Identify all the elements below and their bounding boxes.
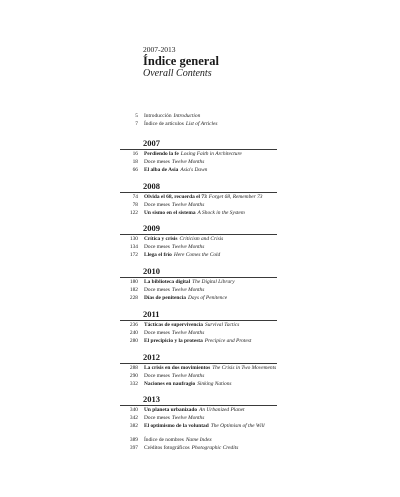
toc-entry[interactable] <box>0 201 400 209</box>
year-heading: 2007 <box>143 138 160 148</box>
entry-title <box>144 444 238 452</box>
entry-title <box>144 251 220 259</box>
entry-title-spanish: El precipicio y la protesta <box>144 338 203 344</box>
entry-title <box>144 380 232 388</box>
entry-title-english: The Crisis in Two Movements <box>212 365 277 371</box>
entry-title <box>144 321 239 329</box>
page-number: 280 <box>129 338 138 344</box>
entry-title <box>144 286 204 294</box>
entry-title-english: An Urbanized Planet <box>199 407 245 413</box>
entry-title-english: Forget 68, Remember 73 <box>208 194 263 200</box>
page-title: Índice general <box>143 54 220 68</box>
year-range: 2007-2013 <box>143 45 176 54</box>
entry-title-english: Sinking Nations <box>197 381 232 387</box>
page-header <box>143 45 219 79</box>
entry-title-spanish: Doce meses <box>144 159 170 165</box>
entry-title-spanish: Índice de nombres <box>144 437 184 443</box>
page-number: 240 <box>129 330 138 336</box>
toc-entry[interactable] <box>0 444 400 452</box>
entry-title <box>144 193 263 201</box>
toc-entry[interactable] <box>0 209 400 217</box>
toc-entry[interactable] <box>0 329 400 337</box>
year-heading: 2009 <box>143 223 160 233</box>
toc-entry[interactable] <box>0 278 400 286</box>
page-number: 397 <box>129 444 138 451</box>
page-number: 288 <box>129 365 138 371</box>
year-heading: 2008 <box>143 181 160 191</box>
page-number: 134 <box>129 244 138 250</box>
entry-title <box>144 329 204 337</box>
toc-entry[interactable] <box>0 321 400 329</box>
toc-entry[interactable] <box>0 166 400 174</box>
entry-title-spanish: Días de penitencia <box>144 295 186 301</box>
entry-title-spanish: Crítica y crisis <box>144 236 178 242</box>
entry-title-english: Twelve Months <box>171 159 205 165</box>
entry-title-spanish: El alba de Asia <box>144 167 179 173</box>
entry-title-spanish: Créditos fotográficos <box>144 444 190 451</box>
year-heading: 2012 <box>143 352 160 362</box>
entry-title-spanish: Un sismo en el sistema <box>144 210 196 216</box>
entry-title-english: Asia's Dawn <box>180 167 208 173</box>
entry-title <box>144 166 207 174</box>
entry-title-spanish: Introducción <box>144 113 172 119</box>
entry-title-english: Twelve Months <box>171 373 205 379</box>
entry-title-spanish: Olvida el 68, recuerda el 73 <box>144 194 207 200</box>
toc-entry[interactable] <box>0 364 400 372</box>
entry-title-spanish: La crisis en dos movimientos <box>144 365 211 371</box>
entry-title-english: Twelve Months <box>171 415 205 421</box>
entry-title <box>144 337 251 345</box>
entry-title <box>144 422 265 430</box>
page-number: 122 <box>129 210 138 216</box>
toc-entry[interactable] <box>0 150 400 158</box>
entry-title-spanish: La biblioteca digital <box>144 279 191 285</box>
toc-entry[interactable] <box>0 251 400 259</box>
toc-entry[interactable] <box>0 294 400 302</box>
entry-title-spanish: El optimismo de la voluntad <box>144 423 209 429</box>
entry-title <box>144 201 204 209</box>
entry-title <box>144 406 245 414</box>
toc-entry[interactable] <box>0 243 400 251</box>
toc-entry[interactable] <box>0 422 400 430</box>
entry-title-english: The Optimism of the Will <box>210 423 265 429</box>
entry-title-english: Name Index <box>185 437 212 443</box>
entry-title-spanish: Llega el frío <box>144 252 172 258</box>
entry-title-english: Here Comes the Cold <box>173 252 221 258</box>
entry-title <box>144 364 276 372</box>
entry-title-spanish: Doce meses <box>144 202 170 208</box>
toc-entry[interactable] <box>0 380 400 388</box>
entry-title-spanish: Naciones en naufragio <box>144 381 196 387</box>
page-number: 236 <box>129 322 138 328</box>
entry-title-english: Photographic Credits <box>191 444 239 451</box>
entry-title-english: Introduction <box>173 113 201 119</box>
entry-title-english: Twelve Months <box>171 287 205 293</box>
entry-title-english: Criticism and Crisis <box>179 236 224 242</box>
entry-title-english: Losing Faith in Architecture <box>180 151 242 157</box>
page-number: 5 <box>135 113 138 119</box>
entry-title <box>144 209 245 217</box>
entry-title-english: Days of Penitence <box>187 295 228 301</box>
toc-entry[interactable] <box>0 120 400 128</box>
page-number: 182 <box>129 287 138 293</box>
toc-entry[interactable] <box>0 372 400 380</box>
page-number: 66 <box>132 167 138 173</box>
toc-entry[interactable] <box>0 158 400 166</box>
year-heading: 2013 <box>143 394 160 404</box>
page-number: 382 <box>129 423 138 429</box>
entry-title-spanish: Un planeta urbanizado <box>144 407 198 413</box>
toc-entry[interactable] <box>0 337 400 345</box>
entry-title <box>144 235 223 243</box>
entry-title-english: A Shock in the System <box>197 210 245 216</box>
year-heading: 2010 <box>143 266 160 276</box>
year-heading: 2011 <box>143 309 160 319</box>
page-subtitle: Overall Contents <box>143 68 212 79</box>
entry-title-english: Precipice and Protest <box>204 338 252 344</box>
entry-title <box>144 150 242 158</box>
page-number: 16 <box>132 151 138 157</box>
entry-title-spanish: Doce meses <box>144 373 170 379</box>
entry-title-english: Twelve Months <box>171 330 205 336</box>
page-number: 18 <box>132 159 138 165</box>
entry-title-spanish: Doce meses <box>144 415 170 421</box>
entry-title-spanish: Perdiendo la fe <box>144 151 179 157</box>
toc-entry[interactable] <box>0 286 400 294</box>
page-number: 342 <box>129 415 138 421</box>
page-number: 7 <box>135 120 138 127</box>
page-number: 130 <box>129 236 138 242</box>
entry-title-english: Twelve Months <box>171 202 205 208</box>
page-number: 172 <box>129 252 138 258</box>
entry-title-spanish: Doce meses <box>144 287 170 293</box>
entry-title-spanish: Tácticas de supervivencia <box>144 322 203 328</box>
entry-title-spanish: Doce meses <box>144 330 170 336</box>
page-number: 332 <box>129 381 138 387</box>
page-number: 228 <box>129 295 138 301</box>
toc-entry[interactable] <box>0 414 400 422</box>
page-number: 290 <box>129 373 138 379</box>
page-number: 78 <box>132 202 138 208</box>
entry-title <box>144 414 204 422</box>
entry-title-english: The Digital Library <box>192 279 235 285</box>
page-number: 340 <box>129 407 138 413</box>
entry-title-english: Survival Tactics <box>205 322 240 328</box>
page-number: 180 <box>129 279 138 285</box>
entry-title <box>144 120 217 128</box>
toc-entry[interactable] <box>0 193 400 201</box>
entry-title-english: Twelve Months <box>171 244 205 250</box>
entry-title-spanish: Índice de artículos <box>144 120 184 127</box>
entry-title-english: List of Articles <box>185 120 218 127</box>
entry-title <box>144 294 227 302</box>
toc-entry[interactable] <box>0 235 400 243</box>
toc-entry[interactable] <box>0 406 400 414</box>
entry-title-spanish: Doce meses <box>144 244 170 250</box>
entry-title <box>144 372 204 380</box>
entry-title <box>144 278 235 286</box>
page-number: 74 <box>132 194 138 200</box>
page-number: 389 <box>129 437 138 443</box>
entry-title <box>144 243 204 251</box>
entry-title <box>144 158 204 166</box>
